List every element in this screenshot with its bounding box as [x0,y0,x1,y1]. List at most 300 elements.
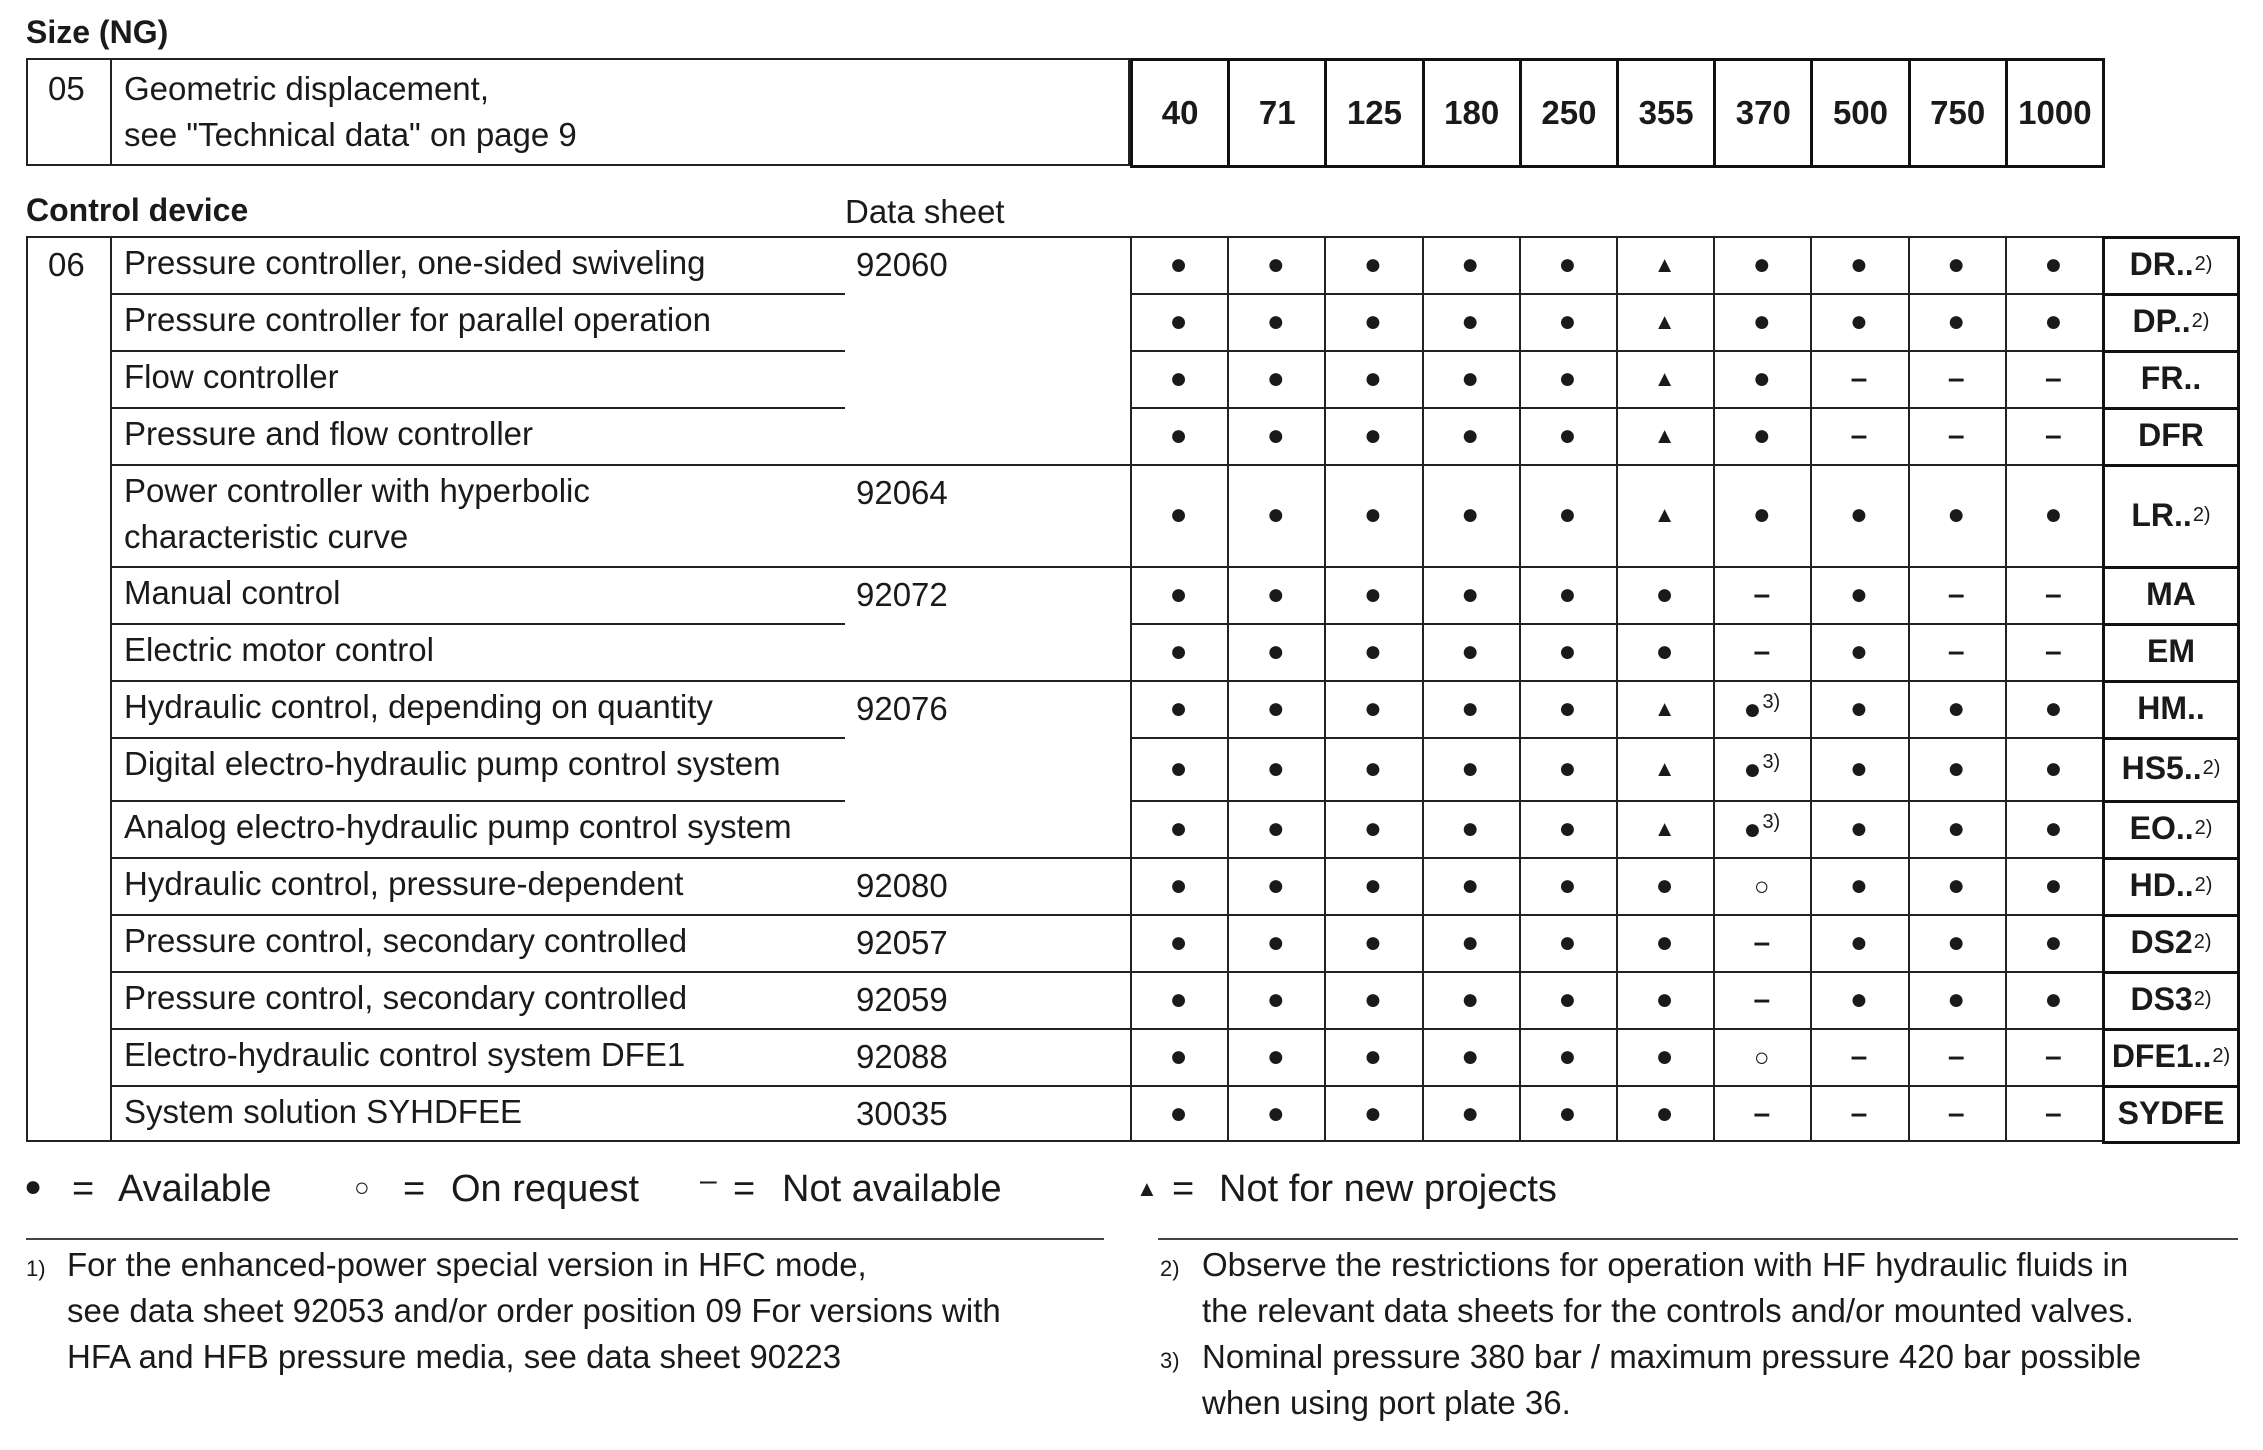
available-dot-icon: ● [1461,925,1480,959]
availability-cell [1616,623,1713,680]
availability-cell [1519,1085,1616,1142]
available-dot-icon: ● [1461,247,1480,281]
size-cell-180: 180 [1422,58,1522,168]
control-row-label: System solution SYHDFEE [124,1093,522,1130]
availability-cell [1713,857,1810,914]
availability-cell [1713,566,1810,623]
availability-cell [2005,800,2102,857]
ordering-code [2102,350,2240,407]
on-request-circle-icon: ○ [1753,1041,1770,1072]
available-dot-icon: ● [1461,418,1480,452]
availability-cell [1810,800,1907,857]
not-for-new-projects-triangle-icon: ▲ [1653,308,1676,334]
availability-cell [1324,737,1421,800]
availability-cell [1519,737,1616,800]
control-device-heading: Control device [26,192,249,228]
availability-cell [1519,857,1616,914]
control-row-number: 06 [48,246,85,283]
available-dot-icon: ● [1266,304,1285,338]
size-cell-1000: 1000 [2005,58,2105,168]
availability-cell [1130,566,1227,623]
available-dot-icon: ● [1752,247,1771,281]
availability-cell [1810,1085,1907,1142]
availability-cell [1519,623,1616,680]
control-row-label: Pressure control, secondary controlled [124,979,688,1016]
availability-cell [1519,464,1616,566]
availability-cell [1713,293,1810,350]
data-sheet-number: 92059 [856,981,948,1018]
footnote-ref: 2) [2193,931,2212,953]
footnote-rule-left [26,1238,1104,1240]
available-dot-icon: ● [1266,751,1285,785]
availability-cell [1130,971,1227,1028]
availability-cell [1519,800,1616,857]
control-row-label: Electric motor control [124,631,434,668]
ordering-code-text: DS2 [2130,924,2193,960]
size-row-label-line2: see "Technical data" on page 9 [124,116,577,153]
availability-cell [2005,737,2102,800]
availability-cell [1130,857,1227,914]
not-available-dash-icon: – [1850,1096,1868,1130]
availability-cell [1422,293,1519,350]
available-dot-icon: ● [1266,691,1285,725]
availability-cell [1908,464,2005,566]
not-available-dash-icon: – [1947,418,1965,452]
availability-cell [1908,737,2005,800]
available-dot-icon: ● [1266,634,1285,668]
size-cell-750: 750 [1908,58,2008,168]
available-dot-icon: ● [1655,1096,1674,1130]
available-dot-icon: ● [1947,751,1966,785]
available-dot-icon: ● [1461,304,1480,338]
available-dot-icon: ● [2044,925,2063,959]
availability-cell [1519,236,1616,293]
availability-cell [1227,680,1324,737]
availability-cell [1130,464,1227,566]
available-dot-icon: ● [1461,982,1480,1016]
available-dot-icon: ● [1655,982,1674,1016]
availability-cell [1324,1028,1421,1085]
availability-cell [1227,914,1324,971]
ordering-code-text: EM [2147,633,2195,669]
available-dot-icon: ● [1655,1039,1674,1073]
legend-not-for-new-symbol: ▲ [1136,1176,1158,1201]
available-dot-icon: ● [1558,418,1577,452]
available-dot-icon: ● [1849,691,1869,725]
ordering-code-text: EO.. [2129,810,2194,846]
not-available-dash-icon: – [2045,418,2062,452]
legend-available-text: Available [118,1168,272,1210]
available-dot-icon: ● [1266,1039,1285,1073]
available-dot-icon: ●$^{3)}$ [1743,691,1781,726]
footnote-1-line3: HFA and HFB pressure media, see data sheet 90223 [67,1338,842,1375]
not-for-new-projects-triangle-icon: ▲ [1653,695,1676,721]
availability-cell [1713,914,1810,971]
available-dot-icon: ● [2044,751,2063,785]
availability-cell [1130,914,1227,971]
availability-cell [1324,464,1421,566]
available-dot-icon: ● [1169,982,1188,1016]
ordering-code [2102,737,2240,800]
availability-cell [1130,1028,1227,1085]
not-for-new-projects-triangle-icon: ▲ [1653,502,1676,527]
control-row-label: characteristic curve [124,518,409,555]
available-dot-icon: ● [1461,868,1480,902]
not-available-dash-icon: – [1850,361,1868,395]
availability-cell [1713,737,1810,800]
available-dot-icon: ● [1752,418,1771,452]
row-separator [110,800,845,802]
size-cell-125: 125 [1324,58,1424,168]
footnote-ref: 2) [2194,253,2213,275]
availability-cell [1130,737,1227,800]
availability-cell [1227,1085,1324,1142]
available-dot-icon: ● [1169,498,1188,531]
availability-cell [1130,407,1227,464]
ordering-code [2102,464,2240,566]
not-available-dash-icon: – [1753,982,1771,1016]
ordering-code-text: DFE1.. [2111,1038,2212,1074]
available-dot-icon: ● [1169,868,1188,902]
ordering-code-text: MA [2146,576,2196,612]
footnote-ref: 2) [2202,757,2221,779]
available-dot-icon: ● [1169,751,1188,785]
available-dot-icon: ● [1558,498,1577,531]
availability-cell [1227,407,1324,464]
data-sheet-number: 92080 [856,867,948,904]
availability-cell [2005,1028,2102,1085]
availability-cell [1422,800,1519,857]
size-cell-71: 71 [1227,58,1327,168]
available-dot-icon: ● [1849,577,1869,611]
availability-cell [1616,737,1713,800]
availability-cell [1616,293,1713,350]
availability-cell [1130,680,1227,737]
availability-cell [1810,407,1907,464]
availability-cell [1616,914,1713,971]
data-sheet-number: 92060 [856,246,948,283]
ordering-code [2102,800,2240,857]
not-available-dash-icon: – [1753,577,1771,611]
availability-cell [2005,350,2102,407]
available-dot-icon: ● [1461,1039,1480,1073]
not-for-new-projects-triangle-icon: ▲ [1653,365,1676,391]
available-dot-icon: ● [1752,361,1771,395]
availability-cell [1324,350,1421,407]
row-separator [110,350,845,352]
available-dot-icon: ● [1558,925,1577,959]
available-dot-icon: ● [1558,691,1577,725]
available-dot-icon: ● [1363,634,1383,668]
ordering-code-text: DS3 [2130,981,2193,1017]
availability-cell [1227,293,1324,350]
footnote-3-number: 3) [1160,1348,1180,1373]
availability-cell [1519,914,1616,971]
data-sheet-number: 92057 [856,924,948,961]
data-sheet-number: 92072 [856,576,948,613]
available-dot-icon: ● [1849,247,1869,281]
available-dot-icon: ● [1849,868,1869,902]
availability-cell [1713,464,1810,566]
footnote-2-line2: the relevant data sheets for the controls and/or mounted valves. [1202,1292,2134,1329]
available-dot-icon: ● [1169,1039,1188,1073]
available-dot-icon: ● [1363,418,1383,452]
footnote-2-number: 2) [1160,1256,1180,1281]
control-row-label: Flow controller [124,358,339,395]
control-row-label: Pressure controller, one-sided swiveling [124,244,706,281]
legend-available-symbol: ● [24,1170,43,1203]
available-dot-icon: ● [1558,577,1577,611]
ordering-code [2102,680,2240,737]
availability-cell [1616,350,1713,407]
ordering-code [2102,857,2240,914]
not-available-dash-icon: – [1753,634,1771,668]
availability-cell [1324,293,1421,350]
availability-cell [1810,623,1907,680]
availability-cell [1519,293,1616,350]
availability-cell [1422,566,1519,623]
availability-cell [2005,566,2102,623]
available-dot-icon: ● [2044,811,2063,845]
available-dot-icon: ● [1655,634,1674,668]
control-row-label: Power controller with hyperbolic [124,472,590,509]
availability-cell [1324,1085,1421,1142]
availability-cell [1810,236,1907,293]
availability-cell [1713,800,1810,857]
availability-cell [2005,236,2102,293]
availability-cell [1713,350,1810,407]
available-dot-icon: ● [1558,1039,1577,1073]
available-dot-icon: ● [1558,304,1577,338]
availability-cell [1908,293,2005,350]
available-dot-icon: ● [1461,691,1480,725]
availability-cell [1422,236,1519,293]
ordering-code-text: HS5.. [2121,750,2202,786]
legend-na-symbol: – [700,1164,717,1197]
availability-cell [1324,800,1421,857]
available-dot-icon: ● [1849,925,1869,959]
available-dot-icon: ● [1947,982,1966,1016]
available-dot-icon: ● [2044,304,2063,338]
legend-not-for-new-text: Not for new projects [1219,1168,1557,1210]
availability-cell [1519,1028,1616,1085]
available-dot-icon: ● [1849,498,1869,531]
availability-cell [1616,680,1713,737]
availability-cell [1130,800,1227,857]
availability-cell [1713,236,1810,293]
available-dot-icon: ● [1266,1096,1285,1130]
available-dot-icon: ● [1752,498,1771,531]
size-cell-355: 355 [1616,58,1716,168]
ordering-code-text: SYDFE [2117,1095,2225,1131]
availability-cell [2005,623,2102,680]
available-dot-icon: ● [1461,361,1480,395]
available-dot-icon: ● [1947,691,1966,725]
availability-cell [2005,971,2102,1028]
legend-request-text: On request [451,1168,639,1210]
availability-cell [1227,350,1324,407]
availability-cell [1324,857,1421,914]
availability-cell [1616,1028,1713,1085]
available-dot-icon: ● [1363,1096,1383,1130]
control-row-label: Manual control [124,574,341,611]
availability-cell [1519,566,1616,623]
available-dot-icon: ● [1947,925,1966,959]
available-dot-icon: ● [1169,925,1188,959]
not-for-new-projects-triangle-icon: ▲ [1653,251,1676,277]
ordering-code [2102,914,2240,971]
availability-cell [1810,350,1907,407]
availability-cell [1810,737,1907,800]
available-dot-icon: ● [1558,751,1577,785]
availability-cell [1810,680,1907,737]
availability-cell [1519,971,1616,1028]
available-dot-icon: ● [1849,304,1869,338]
not-available-dash-icon: – [1947,1096,1965,1130]
footnote-3-line1: Nominal pressure 380 bar / maximum pressure 420 bar possible [1202,1338,2142,1375]
available-dot-icon: ● [1363,498,1383,531]
control-row-label: Pressure control, secondary controlled [124,922,688,959]
available-dot-icon: ● [1461,577,1480,611]
available-dot-icon: ● [1363,691,1383,725]
legend-not-for-new-eq: = [1172,1168,1195,1210]
available-dot-icon: ● [1558,868,1577,902]
availability-cell [1130,236,1227,293]
legend-available-eq: = [72,1168,95,1210]
not-available-dash-icon: – [1947,577,1965,611]
available-dot-icon: ● [1363,751,1383,785]
available-dot-icon: ● [1558,361,1577,395]
available-dot-icon: ● [2044,982,2063,1016]
available-dot-icon: ● [1947,304,1966,338]
available-dot-icon: ● [1169,691,1188,725]
footnote-1-number: 1) [26,1256,46,1281]
not-available-dash-icon: – [1947,361,1965,395]
availability-cell [1616,464,1713,566]
footnote-ref: 3) [1762,811,1781,833]
availability-cell [1422,1028,1519,1085]
availability-cell [2005,914,2102,971]
available-dot-icon: ● [1169,304,1188,338]
available-dot-icon: ● [2044,498,2063,531]
available-dot-icon: ● [1461,634,1480,668]
ordering-code-text: DP.. [2132,303,2191,339]
not-for-new-projects-triangle-icon: ▲ [1653,815,1676,841]
availability-cell [1908,680,2005,737]
availability-cell [1713,1028,1810,1085]
data-sheet-number: 30035 [856,1095,948,1132]
available-dot-icon: ● [1363,925,1383,959]
available-dot-icon: ● [1947,811,1966,845]
availability-cell [1130,350,1227,407]
size-heading: Size (NG) [26,14,169,50]
size-row-number: 05 [48,70,85,107]
availability-cell [1616,971,1713,1028]
availability-cell [1422,737,1519,800]
footnote-ref: 3) [1762,691,1781,713]
availability-cell [1616,800,1713,857]
not-for-new-projects-triangle-icon: ▲ [1653,422,1676,448]
availability-cell [1227,1028,1324,1085]
data-sheet-number: 92088 [856,1038,948,1075]
size-cell-370: 370 [1713,58,1813,168]
available-dot-icon: ● [1558,811,1577,845]
available-dot-icon: ● [1266,418,1285,452]
ordering-code [2102,623,2240,680]
data-sheet-number: 92064 [856,474,948,511]
footnote-ref: 3) [1762,751,1781,773]
availability-cell [1422,350,1519,407]
availability-cell [1616,566,1713,623]
availability-cell [1908,566,2005,623]
size-row-label-line1: Geometric displacement, [124,70,489,107]
available-dot-icon: ●$^{3)}$ [1743,751,1781,786]
size-cell-500: 500 [1810,58,1910,168]
ordering-code-text: FR.. [2140,360,2202,396]
availability-cell [2005,857,2102,914]
availability-cell [1810,1028,1907,1085]
not-available-dash-icon: – [1850,1039,1868,1073]
legend-request-eq: = [403,1168,426,1210]
available-dot-icon: ● [1169,634,1188,668]
not-available-dash-icon: – [1947,634,1965,668]
availability-cell [1908,350,2005,407]
availability-cell [1908,236,2005,293]
available-dot-icon: ● [1947,868,1966,902]
available-dot-icon: ● [1655,577,1674,611]
availability-cell [1519,407,1616,464]
available-dot-icon: ● [1558,634,1577,668]
available-dot-icon: ● [1947,498,1966,531]
row-separator [110,623,845,625]
availability-cell [1227,236,1324,293]
availability-cell [1422,464,1519,566]
legend-na-text: Not available [782,1168,1002,1210]
availability-cell [1324,236,1421,293]
availability-cell [1130,623,1227,680]
on-request-circle-icon: ○ [1753,870,1770,901]
available-dot-icon: ● [1655,925,1674,959]
size-cell-40: 40 [1130,58,1230,168]
ordering-code [2102,1028,2240,1085]
available-dot-icon: ● [1363,868,1383,902]
row-separator [110,737,845,739]
footnote-ref: 2) [2212,1045,2231,1067]
available-dot-icon: ● [1461,1096,1480,1130]
availability-cell [1908,914,2005,971]
availability-cell [1908,1085,2005,1142]
ordering-code [2102,293,2240,350]
availability-cell [2005,464,2102,566]
available-dot-icon: ● [1558,982,1577,1016]
row-separator [110,293,845,295]
not-available-dash-icon: – [1753,1096,1771,1130]
not-available-dash-icon: – [2045,361,2062,395]
availability-cell [1227,857,1324,914]
footnote-1-line2: see data sheet 92053 and/or order position 09 For versions with [67,1292,1001,1329]
availability-cell [1227,800,1324,857]
available-dot-icon: ● [1461,751,1480,785]
available-dot-icon: ● [1266,925,1285,959]
availability-cell [1422,1085,1519,1142]
availability-cell [1422,971,1519,1028]
ordering-code [2102,1085,2240,1142]
availability-cell [1908,800,2005,857]
availability-cell [1810,464,1907,566]
size-cell-250: 250 [1519,58,1619,168]
availability-cell [1227,623,1324,680]
size-row-divider [110,58,112,166]
